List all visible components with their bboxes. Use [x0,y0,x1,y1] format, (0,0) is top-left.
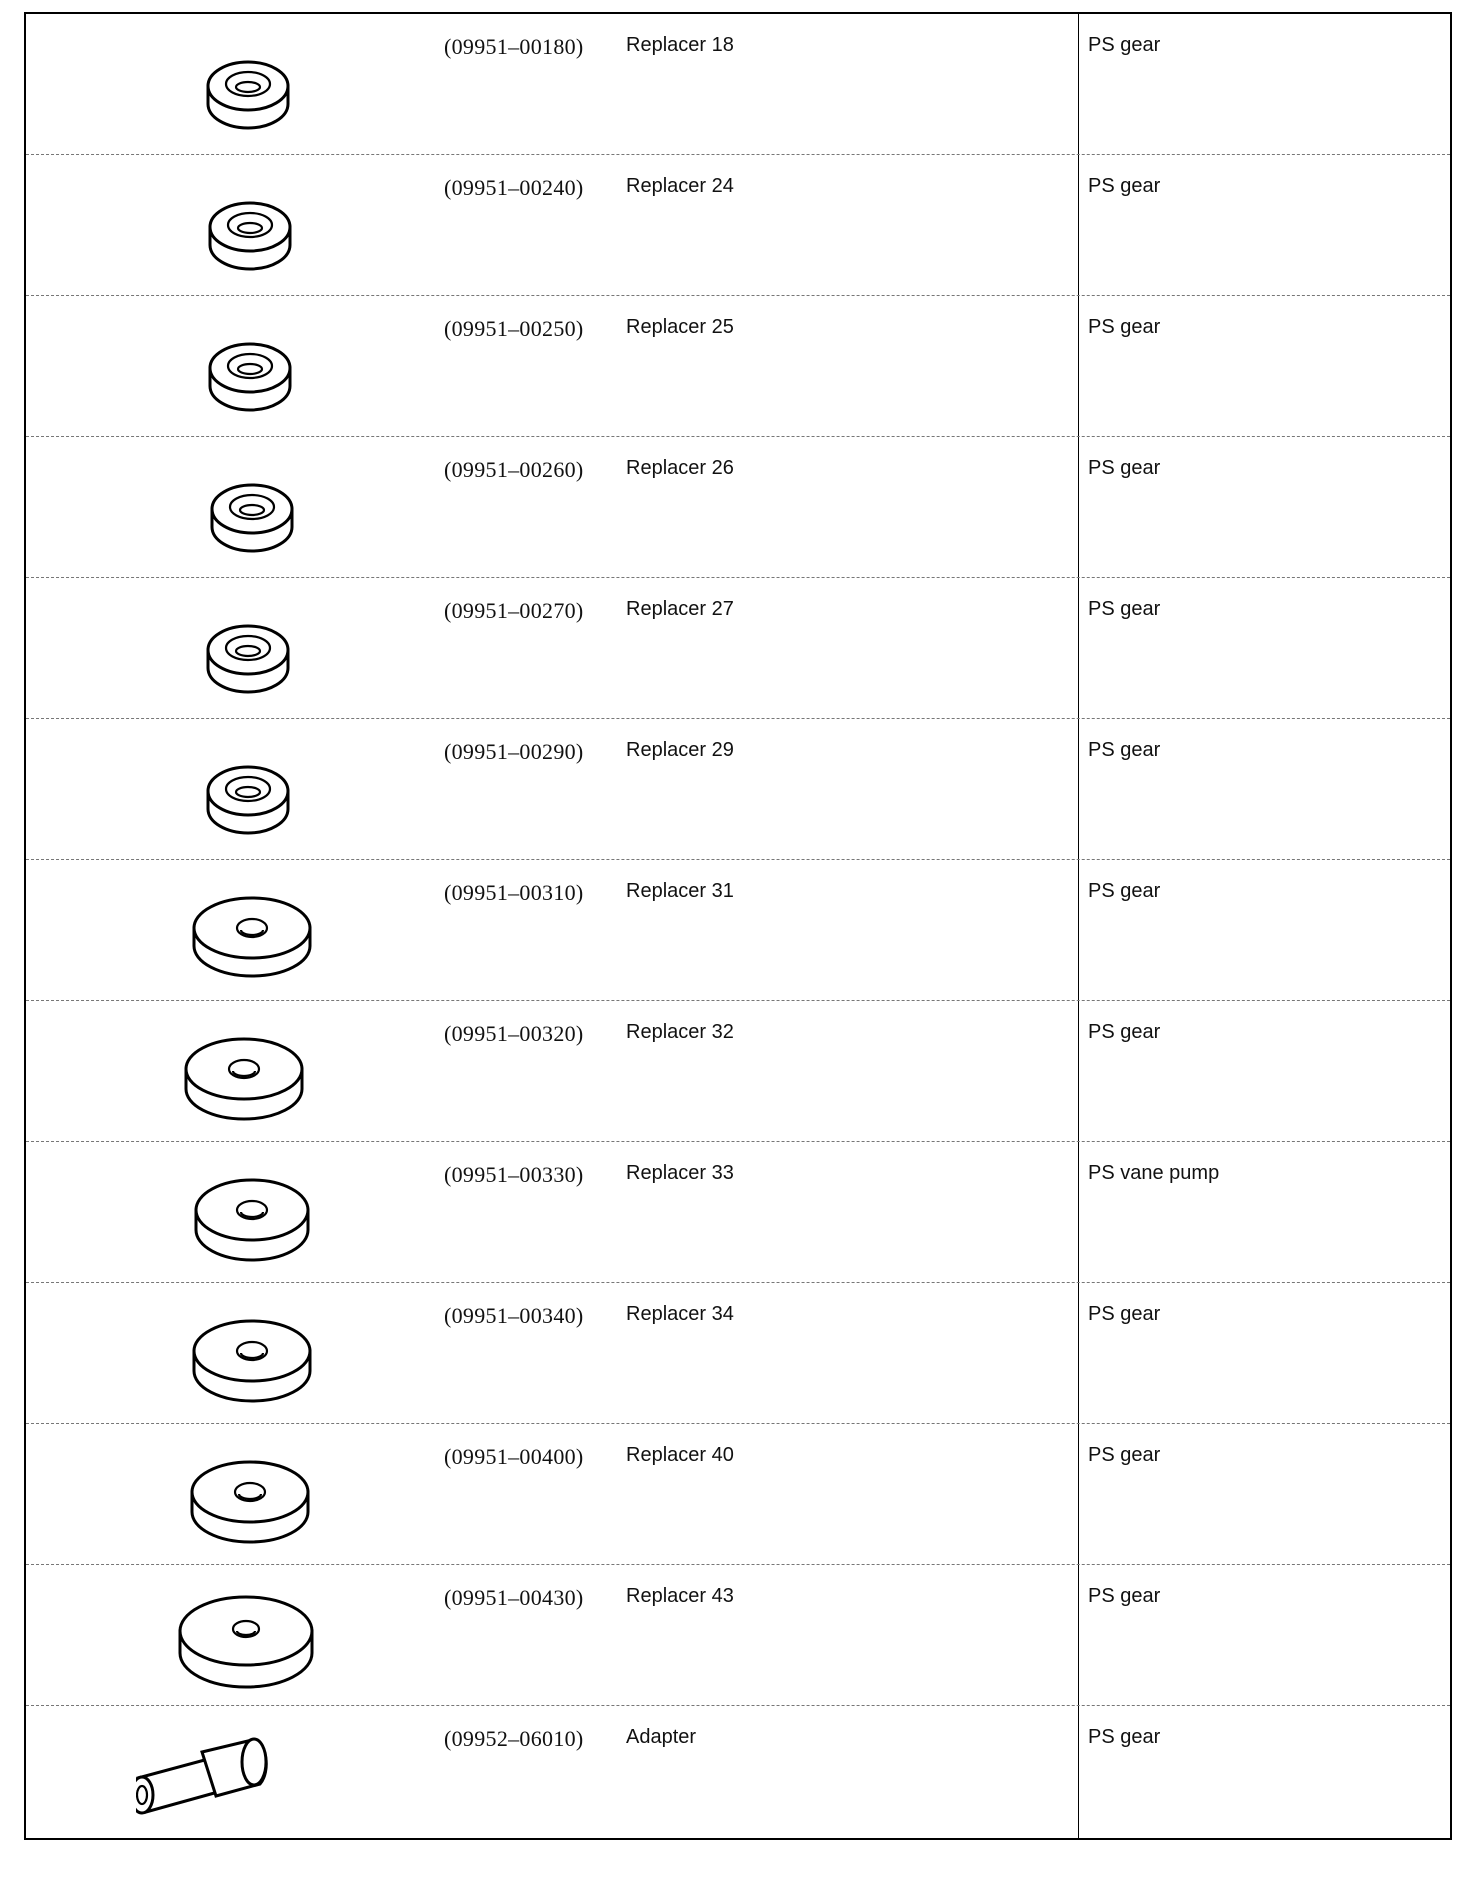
large-replacer-icon [136,1287,436,1419]
table-row [26,1142,1450,1283]
tool-application: PS gear [1088,1585,1161,1607]
tool-name: Replacer 33 [626,1162,734,1184]
tool-application: PS gear [1088,316,1161,338]
tool-application: PS gear [1088,1303,1161,1325]
wide-replacer-icon [136,1569,436,1701]
tool-application: PS gear [1088,175,1161,197]
part-number: (09951–00250) [444,316,584,341]
tool-name: Replacer 32 [626,1021,734,1043]
special-tools-table [24,12,1452,1840]
tool-application: PS vane pump [1088,1162,1220,1184]
table-row [26,1283,1450,1424]
table-row [26,578,1450,719]
tool-name: Replacer 31 [626,880,734,902]
tool-name: Replacer 34 [626,1303,734,1325]
part-number: (09951–00340) [444,1303,584,1328]
large-replacer-icon [136,1146,436,1278]
small-replacer-icon [136,300,436,432]
table-row [26,1565,1450,1706]
tool-application: PS gear [1088,1726,1161,1748]
tool-name: Replacer 40 [626,1444,734,1466]
part-number: (09952–06010) [444,1726,584,1751]
large-replacer-icon [136,1005,436,1137]
large-replacer-icon [136,864,436,996]
table-row [26,155,1450,296]
part-number: (09951–00320) [444,1021,584,1046]
table-row [26,1001,1450,1142]
tool-application: PS gear [1088,880,1161,902]
small-replacer-icon [136,723,436,855]
tool-name: Replacer 43 [626,1585,734,1607]
small-replacer-icon [136,441,436,573]
tool-application: PS gear [1088,739,1161,761]
table-row [26,719,1450,860]
adapter-with-bolt-icon [136,1710,436,1842]
part-number: (09951–00400) [444,1444,584,1469]
table-row [26,296,1450,437]
table-row [26,1424,1450,1565]
table-row [26,14,1450,155]
part-number: (09951–00270) [444,598,584,623]
part-number: (09951–00430) [444,1585,584,1610]
tool-name: Replacer 26 [626,457,734,479]
tool-application: PS gear [1088,34,1161,56]
part-number: (09951–00290) [444,739,584,764]
table-row [26,860,1450,1001]
tool-application: PS gear [1088,598,1161,620]
part-number: (09951–00330) [444,1162,584,1187]
part-number: (09951–00260) [444,457,584,482]
small-replacer-icon [136,18,436,150]
table-row [26,437,1450,578]
part-number: (09951–00310) [444,880,584,905]
small-replacer-icon [136,159,436,291]
tool-application: PS gear [1088,1444,1161,1466]
tool-name: Replacer 29 [626,739,734,761]
tool-name: Replacer 25 [626,316,734,338]
tool-name: Replacer 18 [626,34,734,56]
table-row [26,1706,1450,1839]
tool-application: PS gear [1088,457,1161,479]
tool-name: Replacer 24 [626,175,734,197]
tool-name: Replacer 27 [626,598,734,620]
part-number: (09951–00240) [444,175,584,200]
tool-name: Adapter [626,1726,697,1748]
large-replacer-icon [136,1428,436,1560]
tool-application: PS gear [1088,1021,1161,1043]
small-replacer-icon [136,582,436,714]
part-number: (09951–00180) [444,34,584,59]
